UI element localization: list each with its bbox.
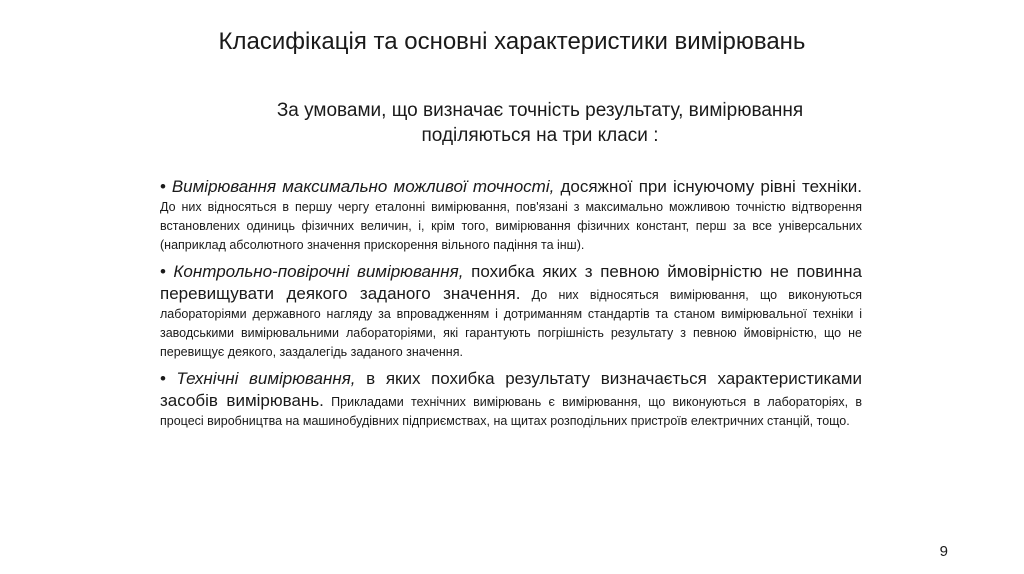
bullet-marker: •: [160, 369, 166, 388]
subtitle-line-1: За умовами, що визначає точність результату, вимірювання: [276, 100, 804, 121]
bullet-term: Технічні вимірювання,: [176, 369, 356, 388]
subtitle-line-2: поділяються на три класи :: [421, 125, 659, 146]
bullet-lead: в яких похибка результату визначається характеристиками засобів вимірювань.: [160, 369, 862, 410]
bullet-item-technical: [160, 368, 862, 431]
bullet-term: Вимірювання максимально можливої точності,: [171, 177, 555, 196]
bullet-item-max-precision: [160, 176, 862, 255]
bullet-term: Контрольно-повірочні вимірювання,: [173, 262, 464, 281]
page-number: 9: [939, 543, 948, 560]
bullet-list: [160, 176, 862, 437]
bullet-detail: Прикладами технічних вимірювань є вимірювання, що виконуються в лабораторіях, в процесі виробництва на машинобудівних підприємствах, на щитах розподільних пристроїв електричних станцій, тощо.: [160, 395, 862, 428]
bullet-lead: похибка яких з певною ймовірністю не повинна перевищувати деякого заданого значення.: [160, 262, 862, 303]
bullet-marker: •: [160, 177, 166, 196]
bullet-detail: До них відносяться в першу чергу еталонні вимірювання, пов'язані з максимально можливою точністю відтворення встановлених одиниць фізичних величин, і, крім того, вимірювання фізичних констант, перш за все універсальних (наприклад абсолютного значення прискорення вільного падіння та інш).: [160, 200, 862, 252]
bullet-marker: •: [160, 262, 166, 281]
bullet-detail: До них відносяться вимірювання, що виконуються лабораторіями державного нагляду за впровадженням і дотриманням стандартів та станом вимірювальної техніки і заводськими вимірювальними лабораторіями, які гарантують погрішність результату з певною ймовірністю, що не перевищує деякого, заздалегідь заданого значення.: [160, 288, 862, 359]
bullet-item-control-verification: [160, 261, 862, 362]
slide-subtitle: [230, 98, 850, 148]
bullet-lead: досяжної при існуючому рівні техніки.: [554, 177, 862, 196]
slide-title: Класифікація та основні характеристики вимірювань: [218, 28, 806, 55]
